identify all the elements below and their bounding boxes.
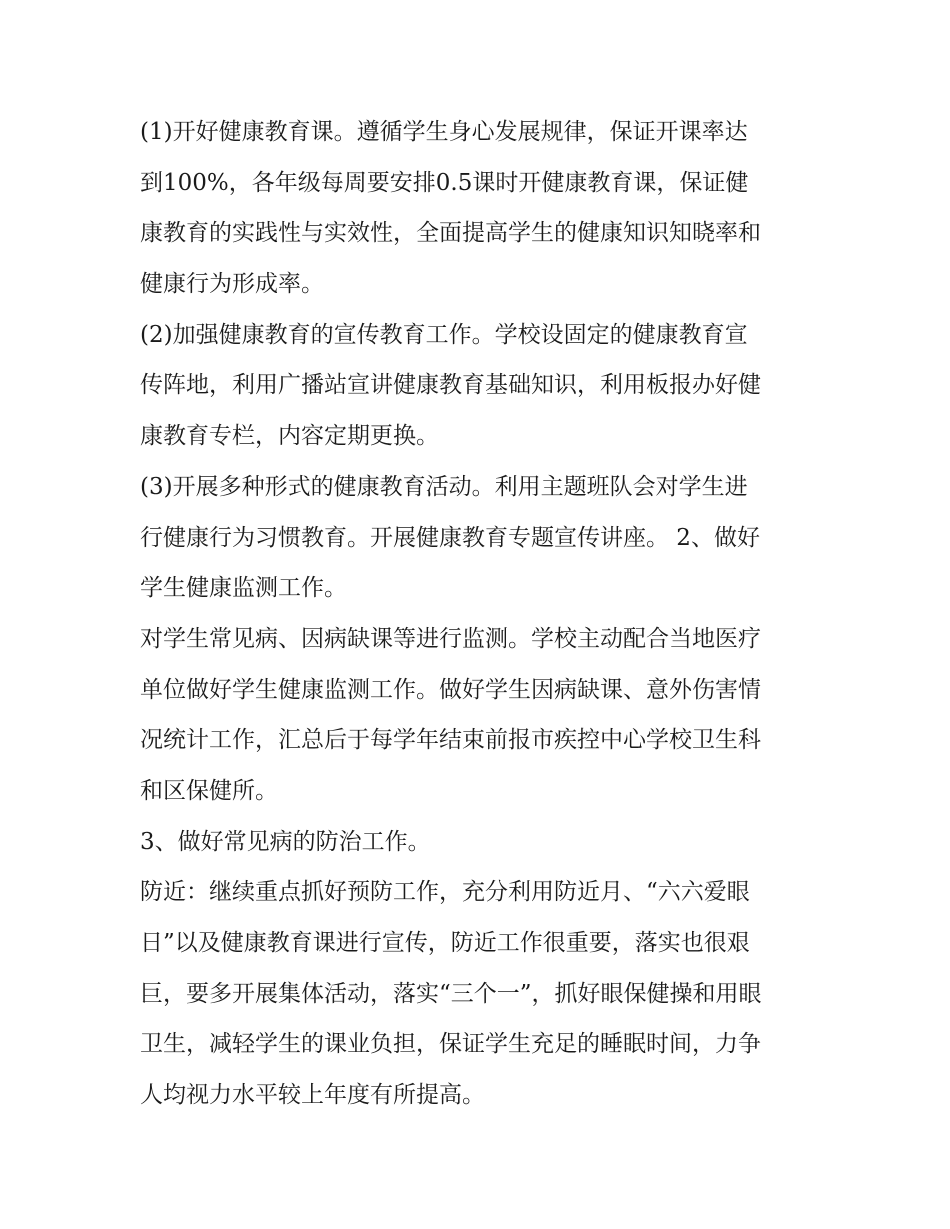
text-line: 3、做好常见病的防治工作。 — [140, 828, 431, 855]
text-line: (3)开展多种形式的健康教育活动。利用主题班队会对学生进 — [140, 473, 748, 500]
text-line: 卫生，减轻学生的课业负担，保证学生充足的睡眠时间，力争 — [140, 1031, 761, 1058]
text-line: 巨，要多开展集体活动，落实“三个一”，抓好眼保健操和用眼 — [140, 980, 762, 1007]
text-line: (2)加强健康教育的宣传教育工作。学校设固定的健康教育宣 — [140, 321, 748, 348]
text-line: 健康行为形成率。 — [140, 271, 324, 298]
text-line: 和区保健所。 — [140, 777, 278, 804]
text-line: (1)开好健康教育课。遵循学生身心发展规律，保证开课率达 — [140, 119, 748, 145]
text-line: 康教育的实践性与实效性，全面提高学生的健康知识知晓率和 — [140, 220, 761, 247]
document-body — [140, 107, 820, 1121]
text-line: 人均视力水平较上年度有所提高。 — [140, 1082, 485, 1109]
text-line: 康教育专栏，内容定期更换。 — [140, 423, 439, 450]
text-line: 况统计工作，汇总后于每学年结束前报市疾控中心学校卫生科 — [140, 727, 761, 754]
text-line: 传阵地，利用广播站宣讲健康教育基础知识，利用板报办好健 — [140, 372, 761, 399]
text-line: 学生健康监测工作。 — [140, 575, 347, 602]
text-line: 单位做好学生健康监测工作。做好学生因病缺课、意外伤害情 — [140, 676, 761, 703]
text-line: 行健康行为习惯教育。开展健康教育专题宣传讲座。 2、做好 — [140, 524, 760, 551]
text-line: 到100%，各年级每周要安排0.5课时开健康教育课，保证健 — [140, 169, 749, 196]
text-line: 对学生常见病、因病缺课等进行监测。学校主动配合当地医疗 — [140, 625, 761, 652]
text-line: 日”以及健康教育课进行宣传，防近工作很重要，落实也很艰 — [140, 930, 750, 956]
text-line: 防近：继续重点抓好预防工作，充分利用防近月、“六六爱眼 — [140, 879, 750, 906]
